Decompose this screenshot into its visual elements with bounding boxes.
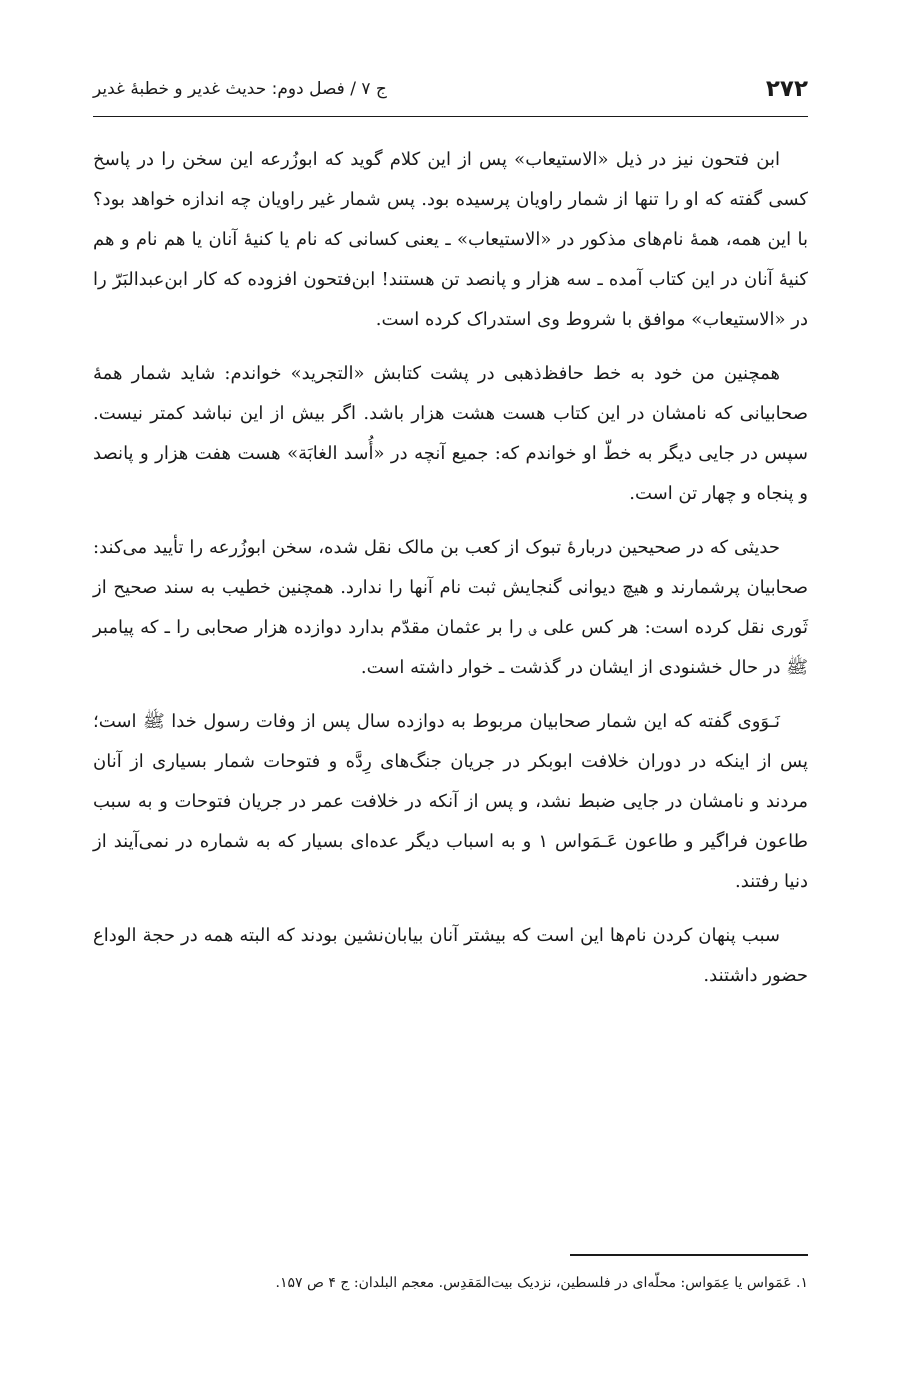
- page-number: ۲۷۲: [765, 76, 808, 102]
- footnote-divider: [570, 1254, 808, 1256]
- header-divider: [93, 116, 808, 117]
- paragraph: نَـوَوی گفته که این شمار صحابیان مربوط به دوازده سال پس از وفات رسول خدا ﷺ است؛ پس از اینکه در دوران خلافت ابوبکر در جریان جنگ‌های رِدَّه و فتوحات شمار بسیاری از آنان مردند و نامشان در جایی ضبط نشد، و پس از آنکه در خلافت عمر در جریان فتوحات و به سبب طاعون فراگیر و طاعون عَـمَواس ۱ و به اسباب دیگر عده‌ای بسیار که به شماره در نمی‌آیند از دنیا رفتند.: [93, 711, 808, 892]
- paragraph: همچنین من خود به خط حافظ‌ذهبی در پشت کتابش «التجرید» خواندم: شاید شمار همهٔ صحابیانی که نامشان در این کتاب هست هشت هزار باشد. اگر بیش از این نباشد کمتر نیست. سپس در جایی دیگر به خطّ او خواندم که: جمیع آنچه در «أُسد الغابَة» هست هفت هزار و پانصد و پنجاه و چهار تن است.: [93, 363, 808, 504]
- main-text: [93, 140, 808, 1010]
- running-title: ج ۷ / فصل دوم: حدیث غدیر و خطبهٔ غدیر: [93, 79, 387, 99]
- footnote: ۱. عَمَواس یا عِمَواس: محلّه‌ای در فلسطین، نزدیک بیت‌المَقدِس. معجم البلدان: ج ۴ ص ۱۵۷.: [275, 1275, 808, 1291]
- page-header: [93, 68, 808, 110]
- paragraph: ابن فتحون نیز در ذیل «الاستیعاب» پس از این کلام گوید که ابوزُرعه این سخن را در پاسخ کسی گفته که او را تنها از شمار راویان پرسیده بود. پس شمار غیر راویان چه اندازه خواهد بود؟ با این همه، همهٔ نام‌های مذکور در «الاستیعاب» ـ یعنی کسانی که نام یا کنیهٔ آنان یا هم نام و هم کنیهٔ آنان در این کتاب آمده ـ سه هزار و پانصد تن هستند! ابن‌فتحون افزوده که کار ابن‌عبدالبَرّ را در «الاستیعاب» موافق با شروط وی استدراک کرده است.: [93, 149, 808, 330]
- paragraph: سبب پنهان کردن نام‌ها این است که بیشتر آنان بیابان‌نشین بودند که البته همه در حجة الوداع حضور داشتند.: [93, 925, 808, 986]
- paragraph: حدیثی که در صحیحین دربارهٔ تبوک از کعب بن مالک نقل شده، سخن ابوزُرعه را تأیید می‌کند: صحابیان پرشمارند و هیچ دیوانی گنجایش ثبت نام آنها را ندارد. همچنین خطیب به سند صحیح از ثَوری نقل کرده است: هر کس علی ؈ را بر عثمان مقدّم بدارد دوازده هزار صحابی را ـ که پیامبر ﷺ در حال خشنودی از ایشان در گذشت ـ خوار داشته است.: [93, 537, 808, 678]
